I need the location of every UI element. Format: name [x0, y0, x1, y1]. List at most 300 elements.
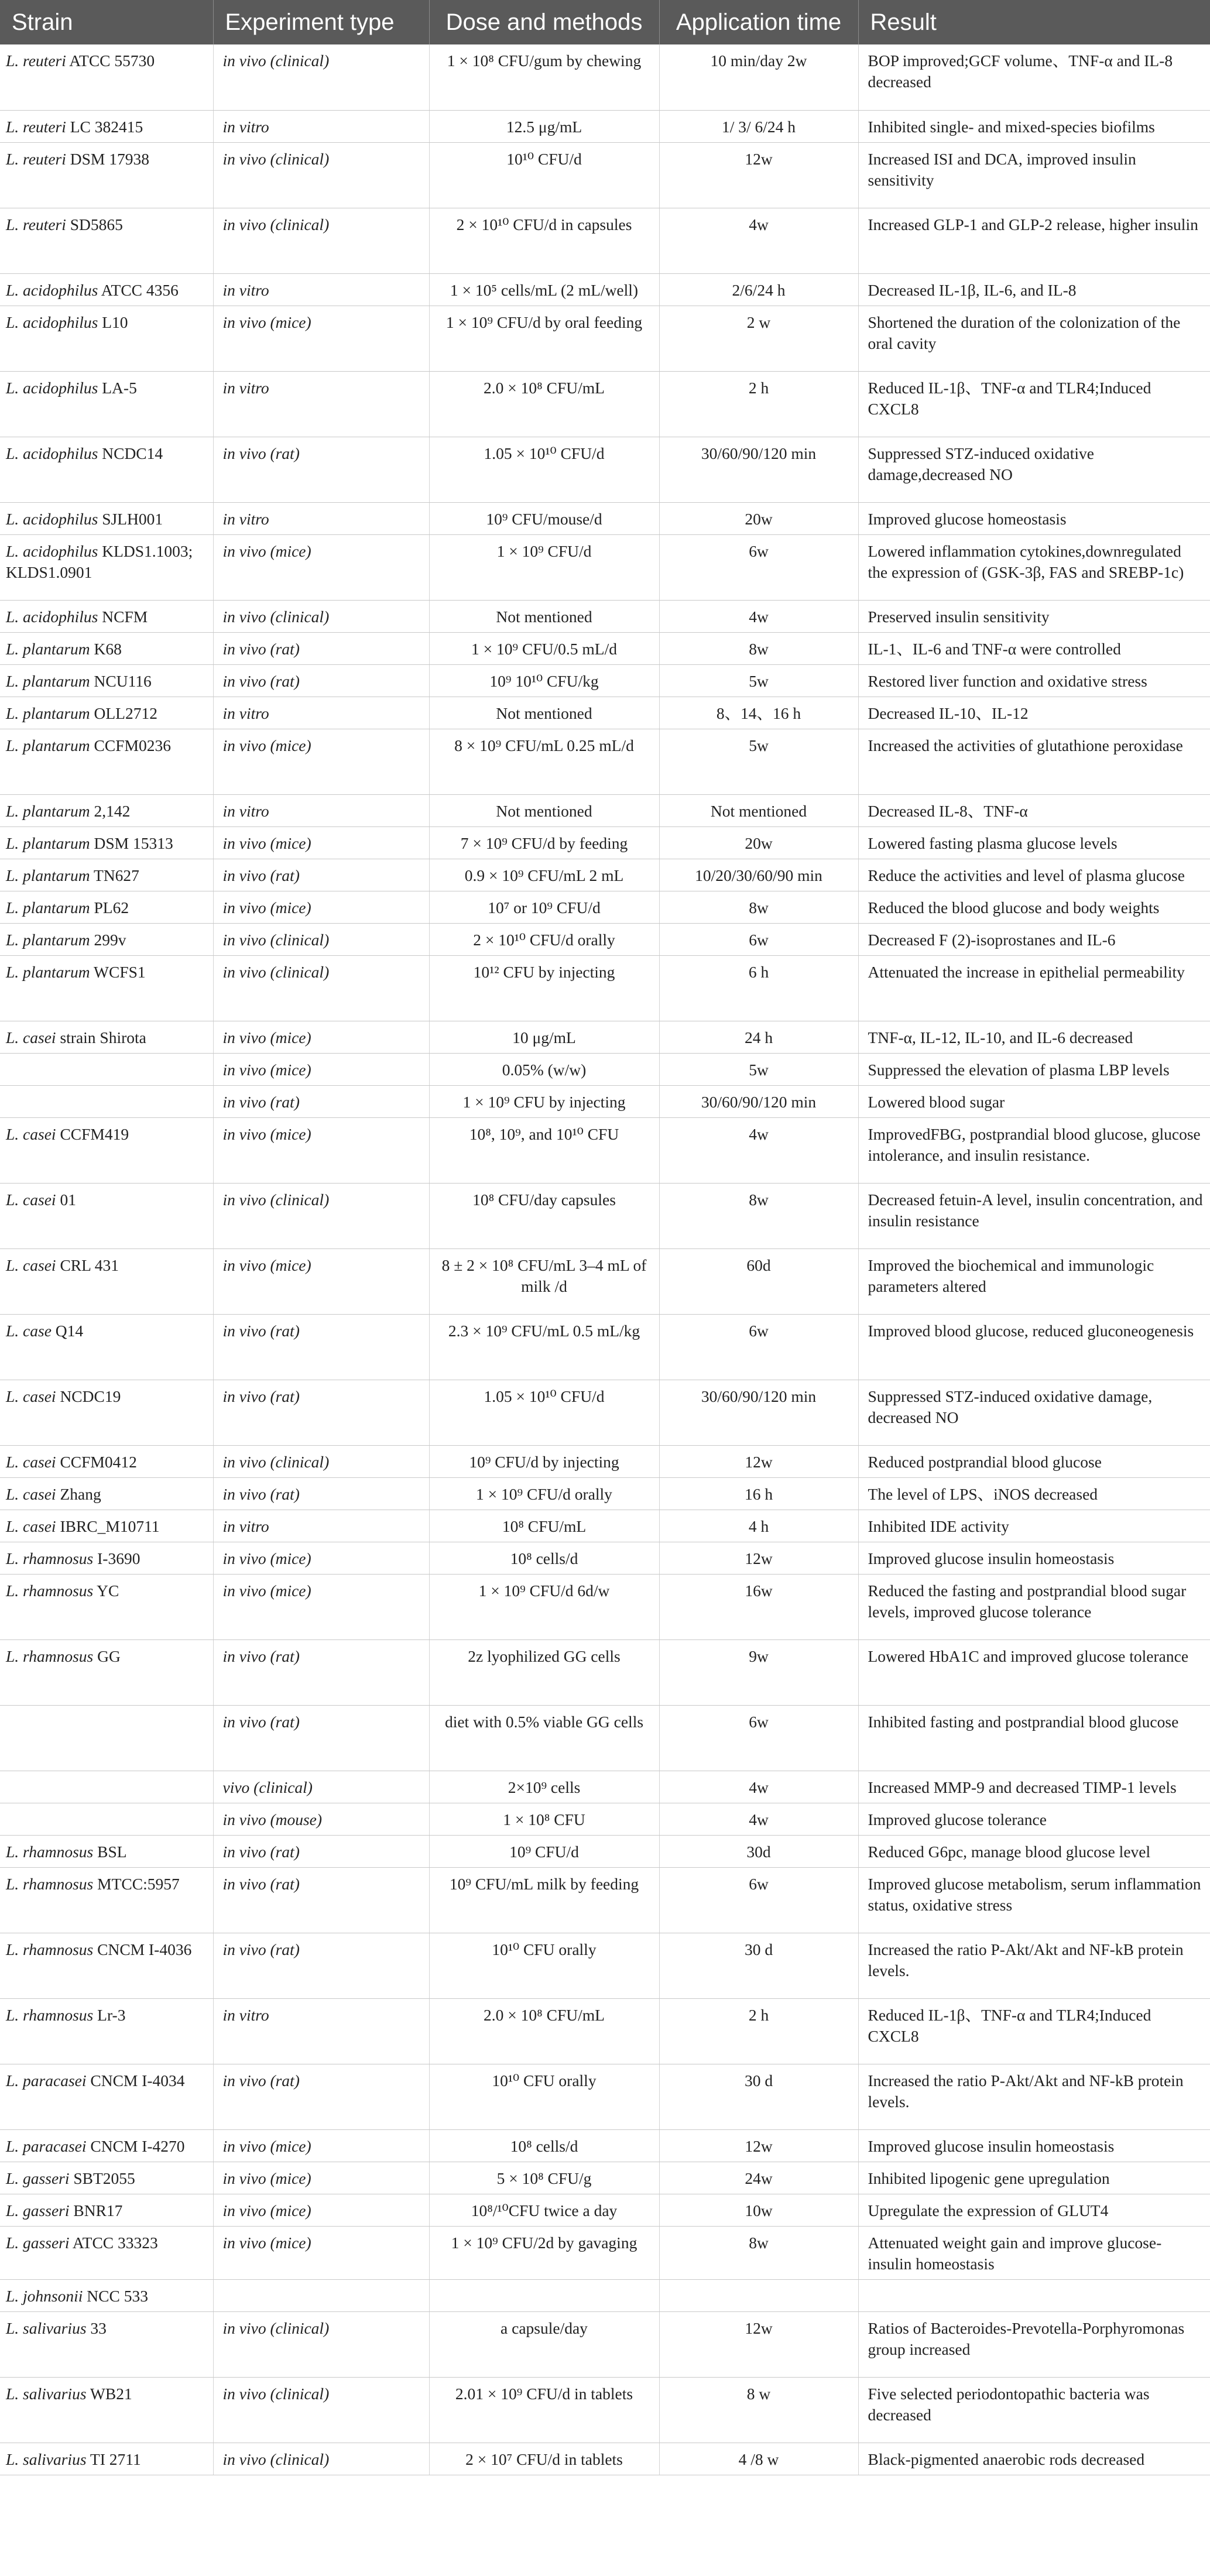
species-name: L. plantarum	[6, 962, 90, 981]
cell-strain: L. salivarius TI 2711	[0, 2443, 213, 2475]
cell-experiment-type: in vivo (mice)	[213, 1021, 429, 1053]
species-name: L. rhamnosus	[6, 1874, 94, 1893]
species-name: L. rhamnosus	[6, 1647, 94, 1665]
cell-strain: L. acidophilus LA-5	[0, 371, 213, 437]
cell-result: Reduced G6pc, manage blood glucose level	[858, 1835, 1210, 1867]
table-row	[0, 1867, 1210, 1933]
table-row	[0, 2311, 1210, 2377]
cell-application-time: 30d	[659, 1835, 858, 1867]
table-row	[0, 2377, 1210, 2443]
cell-experiment-type: in vitro	[213, 502, 429, 534]
table-row	[0, 2194, 1210, 2226]
cell-application-time: 4w	[659, 1117, 858, 1183]
table-row	[0, 2064, 1210, 2129]
cell-experiment-type: in vitro	[213, 794, 429, 826]
cell-strain: L. gasseri SBT2055	[0, 2162, 213, 2194]
cell-strain: L. casei CCFM0412	[0, 1445, 213, 1477]
species-name: L. gasseri	[6, 2233, 70, 2252]
cell-dose: 10¹⁰ CFU orally	[429, 1933, 659, 1998]
cell-result: Improved the biochemical and immunologic parameters altered	[858, 1248, 1210, 1314]
cell-strain: L. acidophilus NCDC14	[0, 437, 213, 502]
cell-experiment-type: in vivo (mice)	[213, 1053, 429, 1085]
cell-application-time: 10/20/30/60/90 min	[659, 859, 858, 891]
cell-dose: 1 × 10⁸ CFU/gum by chewing	[429, 44, 659, 110]
species-name: L. reuteri	[6, 215, 66, 234]
table-row	[0, 2443, 1210, 2475]
cell-strain: L. gasseri BNR17	[0, 2194, 213, 2226]
cell-dose: 2 × 10⁷ CFU/d in tablets	[429, 2443, 659, 2475]
cell-experiment-type: in vitro	[213, 1510, 429, 1542]
cell-result: Improved glucose homeostasis	[858, 502, 1210, 534]
cell-application-time: 30/60/90/120 min	[659, 437, 858, 502]
cell-experiment-type: in vivo (rat)	[213, 1380, 429, 1445]
cell-result: Improved glucose insulin homeostasis	[858, 2129, 1210, 2162]
cell-application-time: 24w	[659, 2162, 858, 2194]
cell-strain	[0, 1085, 213, 1117]
cell-dose: 10¹⁰ CFU orally	[429, 2064, 659, 2129]
cell-application-time: 20w	[659, 826, 858, 859]
table-row	[0, 273, 1210, 306]
cell-experiment-type: in vivo (rat)	[213, 1867, 429, 1933]
cell-experiment-type: in vivo (clinical)	[213, 142, 429, 208]
cell-result: Suppressed STZ-induced oxidative damage,decreased NO	[858, 437, 1210, 502]
header-experiment-type: Experiment type	[213, 0, 429, 44]
species-name: L. reuteri	[6, 52, 66, 70]
cell-experiment-type: in vivo (clinical)	[213, 600, 429, 632]
species-name: L. paracasei	[6, 2136, 87, 2155]
cell-experiment-type: in vivo (clinical)	[213, 1445, 429, 1477]
cell-application-time: 12w	[659, 1542, 858, 1574]
species-name: L. acidophilus	[6, 280, 98, 299]
species-name: L. gasseri	[6, 2201, 70, 2220]
cell-application-time: Not mentioned	[659, 794, 858, 826]
cell-result: Reduced the fasting and postprandial blood sugar levels, improved glucose tolerance	[858, 1574, 1210, 1639]
cell-experiment-type: in vivo (clinical)	[213, 208, 429, 273]
cell-strain: L. casei strain Shirota	[0, 1021, 213, 1053]
species-name: L. salivarius	[6, 2450, 87, 2468]
cell-result: Reduced IL-1β、TNF-α and TLR4;Induced CXCL8	[858, 1998, 1210, 2064]
cell-result: The level of LPS、iNOS decreased	[858, 1477, 1210, 1510]
cell-strain: L. acidophilus NCFM	[0, 600, 213, 632]
cell-dose: 8 ± 2 × 10⁸ CFU/mL 3–4 mL of milk /d	[429, 1248, 659, 1314]
cell-result: Reduce the activities and level of plasma glucose	[858, 859, 1210, 891]
cell-strain: L. rhamnosus BSL	[0, 1835, 213, 1867]
table-row	[0, 306, 1210, 371]
table-row	[0, 955, 1210, 1021]
cell-application-time: 6w	[659, 1867, 858, 1933]
cell-application-time: 2 h	[659, 371, 858, 437]
cell-strain: L. paracasei CNCM I-4270	[0, 2129, 213, 2162]
cell-dose: Not mentioned	[429, 600, 659, 632]
cell-application-time: 5w	[659, 664, 858, 697]
cell-dose: 1 × 10⁹ CFU by injecting	[429, 1085, 659, 1117]
species-name: L. acidophilus	[6, 313, 98, 331]
cell-dose: 10⁹ CFU/d	[429, 1835, 659, 1867]
cell-strain: L. rhamnosus MTCC:5957	[0, 1867, 213, 1933]
cell-experiment-type: in vivo (clinical)	[213, 2443, 429, 2475]
cell-dose: 10⁸ CFU/mL	[429, 1510, 659, 1542]
cell-strain	[0, 1803, 213, 1835]
cell-strain: L. gasseri ATCC 33323	[0, 2226, 213, 2279]
cell-result: Increased ISI and DCA, improved insulin sensitivity	[858, 142, 1210, 208]
cell-application-time: 4w	[659, 1771, 858, 1803]
cell-strain: L. rhamnosus CNCM I-4036	[0, 1933, 213, 1998]
cell-application-time: 30/60/90/120 min	[659, 1380, 858, 1445]
table-row	[0, 1542, 1210, 1574]
cell-result: Increased the activities of glutathione peroxidase	[858, 729, 1210, 794]
cell-experiment-type: in vivo (mice)	[213, 1542, 429, 1574]
cell-result: Reduced postprandial blood glucose	[858, 1445, 1210, 1477]
cell-experiment-type: in vivo (rat)	[213, 859, 429, 891]
cell-strain: L. plantarum PL62	[0, 891, 213, 923]
cell-dose: 0.9 × 10⁹ CFU/mL 2 mL	[429, 859, 659, 891]
cell-strain: L. casei CCFM419	[0, 1117, 213, 1183]
species-name: L. reuteri	[6, 149, 66, 168]
header-dose-and-methods: Dose and methods	[429, 0, 659, 44]
cell-dose: 10¹² CFU by injecting	[429, 955, 659, 1021]
cell-dose: 8 × 10⁹ CFU/mL 0.25 mL/d	[429, 729, 659, 794]
table-row	[0, 1117, 1210, 1183]
cell-application-time: 20w	[659, 502, 858, 534]
cell-strain: L. casei CRL 431	[0, 1248, 213, 1314]
cell-strain: L. plantarum 2,142	[0, 794, 213, 826]
cell-application-time: 8、14、16 h	[659, 697, 858, 729]
species-name: L. salivarius	[6, 2384, 87, 2403]
cell-strain: L. casei 01	[0, 1183, 213, 1248]
cell-result: Lowered fasting plasma glucose levels	[858, 826, 1210, 859]
cell-application-time: 8w	[659, 891, 858, 923]
cell-experiment-type: in vivo (clinical)	[213, 955, 429, 1021]
table-row	[0, 44, 1210, 110]
table-row	[0, 1477, 1210, 1510]
table-row	[0, 1445, 1210, 1477]
cell-experiment-type: in vivo (mice)	[213, 306, 429, 371]
cell-strain: L. acidophilus SJLH001	[0, 502, 213, 534]
cell-strain: L. plantarum OLL2712	[0, 697, 213, 729]
table-row	[0, 1835, 1210, 1867]
cell-application-time: 12w	[659, 142, 858, 208]
cell-strain: L. plantarum 299v	[0, 923, 213, 955]
cell-result: ImprovedFBG, postprandial blood glucose, glucose intolerance, and insulin resistance.	[858, 1117, 1210, 1183]
cell-application-time: 24 h	[659, 1021, 858, 1053]
cell-experiment-type: in vivo (rat)	[213, 1705, 429, 1771]
cell-dose: 2.01 × 10⁹ CFU/d in tablets	[429, 2377, 659, 2443]
cell-result: Improved blood glucose, reduced gluconeogenesis	[858, 1314, 1210, 1380]
cell-result: Shortened the duration of the colonization of the oral cavity	[858, 306, 1210, 371]
table-row	[0, 1380, 1210, 1445]
species-name: L. plantarum	[6, 639, 90, 658]
cell-result: Inhibited lipogenic gene upregulation	[858, 2162, 1210, 2194]
table-body	[0, 44, 1210, 2475]
cell-result: Decreased F (2)-isoprostanes and IL-6	[858, 923, 1210, 955]
cell-experiment-type: in vivo (rat)	[213, 1933, 429, 1998]
species-name: L. plantarum	[6, 898, 90, 917]
cell-result: Lowered HbA1C and improved glucose tolerance	[858, 1639, 1210, 1705]
cell-experiment-type: in vitro	[213, 110, 429, 142]
table-row	[0, 534, 1210, 600]
cell-result: Inhibited fasting and postprandial blood glucose	[858, 1705, 1210, 1771]
table-row	[0, 1021, 1210, 1053]
species-name: L. rhamnosus	[6, 1940, 94, 1958]
cell-dose: 10⁹ CFU/d by injecting	[429, 1445, 659, 1477]
species-name: L. plantarum	[6, 671, 90, 690]
cell-strain: L. salivarius WB21	[0, 2377, 213, 2443]
cell-result: Decreased IL-10、IL-12	[858, 697, 1210, 729]
cell-strain: L. casei Zhang	[0, 1477, 213, 1510]
cell-application-time: 8w	[659, 1183, 858, 1248]
cell-dose: 2.0 × 10⁸ CFU/mL	[429, 371, 659, 437]
cell-experiment-type: in vivo (clinical)	[213, 44, 429, 110]
cell-result: Decreased fetuin-A level, insulin concentration, and insulin resistance	[858, 1183, 1210, 1248]
cell-dose: 1 × 10⁹ CFU/0.5 mL/d	[429, 632, 659, 664]
cell-application-time: 2/6/24 h	[659, 273, 858, 306]
cell-application-time: 6w	[659, 1705, 858, 1771]
cell-experiment-type: in vivo (mice)	[213, 534, 429, 600]
cell-result: BOP improved;GCF volume、TNF-α and IL-8 decreased	[858, 44, 1210, 110]
table-row	[0, 891, 1210, 923]
species-name: L. plantarum	[6, 801, 90, 820]
species-name: L. paracasei	[6, 2071, 87, 2090]
header-row	[0, 0, 1210, 44]
cell-application-time: 16 h	[659, 1477, 858, 1510]
cell-result	[858, 2279, 1210, 2311]
cell-experiment-type: in vitro	[213, 697, 429, 729]
species-name: L. casei	[6, 1190, 56, 1209]
cell-result: Lowered blood sugar	[858, 1085, 1210, 1117]
cell-application-time: 2 w	[659, 306, 858, 371]
cell-result: Preserved insulin sensitivity	[858, 600, 1210, 632]
cell-strain: L. plantarum WCFS1	[0, 955, 213, 1021]
table-row	[0, 826, 1210, 859]
cell-experiment-type: in vivo (rat)	[213, 1477, 429, 1510]
cell-strain: L. case Q14	[0, 1314, 213, 1380]
cell-dose: diet with 0.5% viable GG cells	[429, 1705, 659, 1771]
table-row	[0, 632, 1210, 664]
table-row	[0, 729, 1210, 794]
header-result: Result	[858, 0, 1210, 44]
cell-experiment-type: in vivo (clinical)	[213, 2311, 429, 2377]
species-name: L. rhamnosus	[6, 1549, 94, 1567]
cell-application-time: 30/60/90/120 min	[659, 1085, 858, 1117]
cell-experiment-type: in vivo (clinical)	[213, 923, 429, 955]
table-row	[0, 1639, 1210, 1705]
cell-dose: 2.0 × 10⁸ CFU/mL	[429, 1998, 659, 2064]
cell-strain	[0, 1705, 213, 1771]
cell-dose: Not mentioned	[429, 794, 659, 826]
cell-experiment-type: in vitro	[213, 371, 429, 437]
cell-application-time: 8w	[659, 2226, 858, 2279]
table-row	[0, 1998, 1210, 2064]
cell-result: Attenuated the increase in epithelial permeability	[858, 955, 1210, 1021]
cell-result: TNF-α, IL-12, IL-10, and IL-6 decreased	[858, 1021, 1210, 1053]
table-row	[0, 2226, 1210, 2279]
cell-result: Ratios of Bacteroides-Prevotella-Porphyromonas group increased	[858, 2311, 1210, 2377]
table-row	[0, 1053, 1210, 1085]
cell-experiment-type: in vivo (mice)	[213, 2194, 429, 2226]
table-row	[0, 794, 1210, 826]
species-name: L. casei	[6, 1387, 56, 1405]
cell-application-time: 6w	[659, 534, 858, 600]
cell-strain: L. acidophilus L10	[0, 306, 213, 371]
species-name: L. casei	[6, 1124, 56, 1143]
species-name: L. plantarum	[6, 833, 90, 852]
species-name: L. reuteri	[6, 117, 66, 136]
table-row	[0, 502, 1210, 534]
species-name: L. plantarum	[6, 704, 90, 722]
cell-strain: L. reuteri LC 382415	[0, 110, 213, 142]
cell-dose: 2.3 × 10⁹ CFU/mL 0.5 mL/kg	[429, 1314, 659, 1380]
cell-dose: 10⁸ cells/d	[429, 1542, 659, 1574]
cell-dose: 1 × 10⁹ CFU/2d by gavaging	[429, 2226, 659, 2279]
cell-result: Black-pigmented anaerobic rods decreased	[858, 2443, 1210, 2475]
cell-dose: 7 × 10⁹ CFU/d by feeding	[429, 826, 659, 859]
cell-result: Reduced IL-1β、TNF-α and TLR4;Induced CXCL8	[858, 371, 1210, 437]
species-name: L. casei	[6, 1484, 56, 1503]
cell-experiment-type: in vivo (mouse)	[213, 1803, 429, 1835]
cell-application-time: 12w	[659, 2311, 858, 2377]
cell-result: Five selected periodontopathic bacteria was decreased	[858, 2377, 1210, 2443]
species-name: L. casei	[6, 1452, 56, 1471]
table-row	[0, 1771, 1210, 1803]
cell-application-time: 12w	[659, 1445, 858, 1477]
cell-application-time: 2 h	[659, 1998, 858, 2064]
cell-dose: 10⁹ CFU/mL milk by feeding	[429, 1867, 659, 1933]
cell-dose: 1 × 10⁹ CFU/d 6d/w	[429, 1574, 659, 1639]
cell-dose: 2 × 10¹⁰ CFU/d orally	[429, 923, 659, 955]
table-row	[0, 1248, 1210, 1314]
cell-dose: 12.5 μg/mL	[429, 110, 659, 142]
cell-experiment-type: in vivo (rat)	[213, 1314, 429, 1380]
species-name: L. acidophilus	[6, 541, 98, 560]
cell-strain: L. reuteri ATCC 55730	[0, 44, 213, 110]
cell-strain	[0, 1053, 213, 1085]
species-name: L. acidophilus	[6, 444, 98, 462]
cell-dose: 1 × 10⁹ CFU/d	[429, 534, 659, 600]
cell-strain: L. plantarum NCU116	[0, 664, 213, 697]
cell-experiment-type: in vivo (mice)	[213, 1574, 429, 1639]
cell-result: Reduced the blood glucose and body weights	[858, 891, 1210, 923]
cell-experiment-type: in vivo (mice)	[213, 2226, 429, 2279]
cell-dose: 10⁸/¹⁰CFU twice a day	[429, 2194, 659, 2226]
cell-application-time: 60d	[659, 1248, 858, 1314]
cell-application-time: 12w	[659, 2129, 858, 2162]
table-row	[0, 1933, 1210, 1998]
table-row	[0, 664, 1210, 697]
cell-experiment-type: in vivo (rat)	[213, 664, 429, 697]
cell-experiment-type: in vivo (rat)	[213, 437, 429, 502]
table-row	[0, 110, 1210, 142]
cell-dose: 10⁷ or 10⁹ CFU/d	[429, 891, 659, 923]
cell-dose: 1 × 10⁹ CFU/d by oral feeding	[429, 306, 659, 371]
cell-strain: L. plantarum TN627	[0, 859, 213, 891]
cell-dose: 5 × 10⁸ CFU/g	[429, 2162, 659, 2194]
cell-strain	[0, 1771, 213, 1803]
cell-result: Inhibited IDE activity	[858, 1510, 1210, 1542]
cell-application-time: 8w	[659, 632, 858, 664]
cell-application-time: 6 h	[659, 955, 858, 1021]
table-row	[0, 697, 1210, 729]
cell-dose: 10⁹ CFU/mouse/d	[429, 502, 659, 534]
table-row	[0, 142, 1210, 208]
cell-result: Improved glucose insulin homeostasis	[858, 1542, 1210, 1574]
cell-result: Improved glucose metabolism, serum inflammation status, oxidative stress	[858, 1867, 1210, 1933]
species-name: L. casei	[6, 1256, 56, 1274]
header-strain: Strain	[0, 0, 213, 44]
cell-experiment-type: in vivo (mice)	[213, 1117, 429, 1183]
cell-application-time: 10w	[659, 2194, 858, 2226]
cell-application-time: 9w	[659, 1639, 858, 1705]
cell-strain: L. acidophilus ATCC 4356	[0, 273, 213, 306]
cell-result: Increased MMP-9 and decreased TIMP-1 levels	[858, 1771, 1210, 1803]
cell-result: Increased GLP-1 and GLP-2 release, higher insulin	[858, 208, 1210, 273]
table-row	[0, 2162, 1210, 2194]
cell-dose: 10⁸, 10⁹, and 10¹⁰ CFU	[429, 1117, 659, 1183]
cell-dose: 10⁸ CFU/day capsules	[429, 1183, 659, 1248]
species-name: L. plantarum	[6, 866, 90, 884]
cell-dose: 2z lyophilized GG cells	[429, 1639, 659, 1705]
table-row	[0, 1574, 1210, 1639]
cell-strain: L. reuteri SD5865	[0, 208, 213, 273]
table-row	[0, 371, 1210, 437]
species-name: L. rhamnosus	[6, 2005, 94, 2024]
cell-application-time: 30 d	[659, 1933, 858, 1998]
cell-dose: 10⁹ 10¹⁰ CFU/kg	[429, 664, 659, 697]
cell-result: IL-1、IL-6 and TNF-α were controlled	[858, 632, 1210, 664]
table-row	[0, 859, 1210, 891]
cell-dose	[429, 2279, 659, 2311]
cell-result: Suppressed STZ-induced oxidative damage, decreased NO	[858, 1380, 1210, 1445]
cell-application-time	[659, 2279, 858, 2311]
species-name: L. acidophilus	[6, 509, 98, 528]
cell-strain: L. rhamnosus I-3690	[0, 1542, 213, 1574]
cell-result: Increased the ratio P-Akt/Akt and NF-kB protein levels.	[858, 2064, 1210, 2129]
cell-experiment-type: in vivo (mice)	[213, 2162, 429, 2194]
cell-experiment-type: in vivo (clinical)	[213, 1183, 429, 1248]
header-application-time: Application time	[659, 0, 858, 44]
cell-application-time: 30 d	[659, 2064, 858, 2129]
species-name: L. plantarum	[6, 930, 90, 949]
cell-strain: L. acidophilus KLDS1.1003; KLDS1.0901	[0, 534, 213, 600]
cell-result: Restored liver function and oxidative stress	[858, 664, 1210, 697]
species-name: L. casei	[6, 1517, 56, 1535]
cell-dose: 1 × 10⁹ CFU/d orally	[429, 1477, 659, 1510]
table-row	[0, 1510, 1210, 1542]
cell-result: Attenuated weight gain and improve glucose-insulin homeostasis	[858, 2226, 1210, 2279]
cell-application-time: 6w	[659, 923, 858, 955]
table-row	[0, 600, 1210, 632]
cell-result: Suppressed the elevation of plasma LBP levels	[858, 1053, 1210, 1085]
table-row	[0, 2279, 1210, 2311]
cell-experiment-type: in vivo (mice)	[213, 891, 429, 923]
species-name: L. gasseri	[6, 2169, 70, 2187]
cell-dose: 1.05 × 10¹⁰ CFU/d	[429, 1380, 659, 1445]
cell-dose: Not mentioned	[429, 697, 659, 729]
cell-application-time: 5w	[659, 729, 858, 794]
cell-experiment-type: vivo (clinical)	[213, 1771, 429, 1803]
cell-experiment-type: in vivo (rat)	[213, 632, 429, 664]
cell-application-time: 1/ 3/ 6/24 h	[659, 110, 858, 142]
cell-strain: L. salivarius 33	[0, 2311, 213, 2377]
cell-strain: L. casei IBRC_M10711	[0, 1510, 213, 1542]
cell-application-time: 16w	[659, 1574, 858, 1639]
cell-result: Inhibited single- and mixed-species biofilms	[858, 110, 1210, 142]
cell-dose: 1 × 10⁵ cells/mL (2 mL/well)	[429, 273, 659, 306]
cell-dose: 10 μg/mL	[429, 1021, 659, 1053]
cell-application-time: 10 min/day 2w	[659, 44, 858, 110]
cell-application-time: 4w	[659, 600, 858, 632]
cell-dose: 10¹⁰ CFU/d	[429, 142, 659, 208]
cell-result: Upregulate the expression of GLUT4	[858, 2194, 1210, 2226]
